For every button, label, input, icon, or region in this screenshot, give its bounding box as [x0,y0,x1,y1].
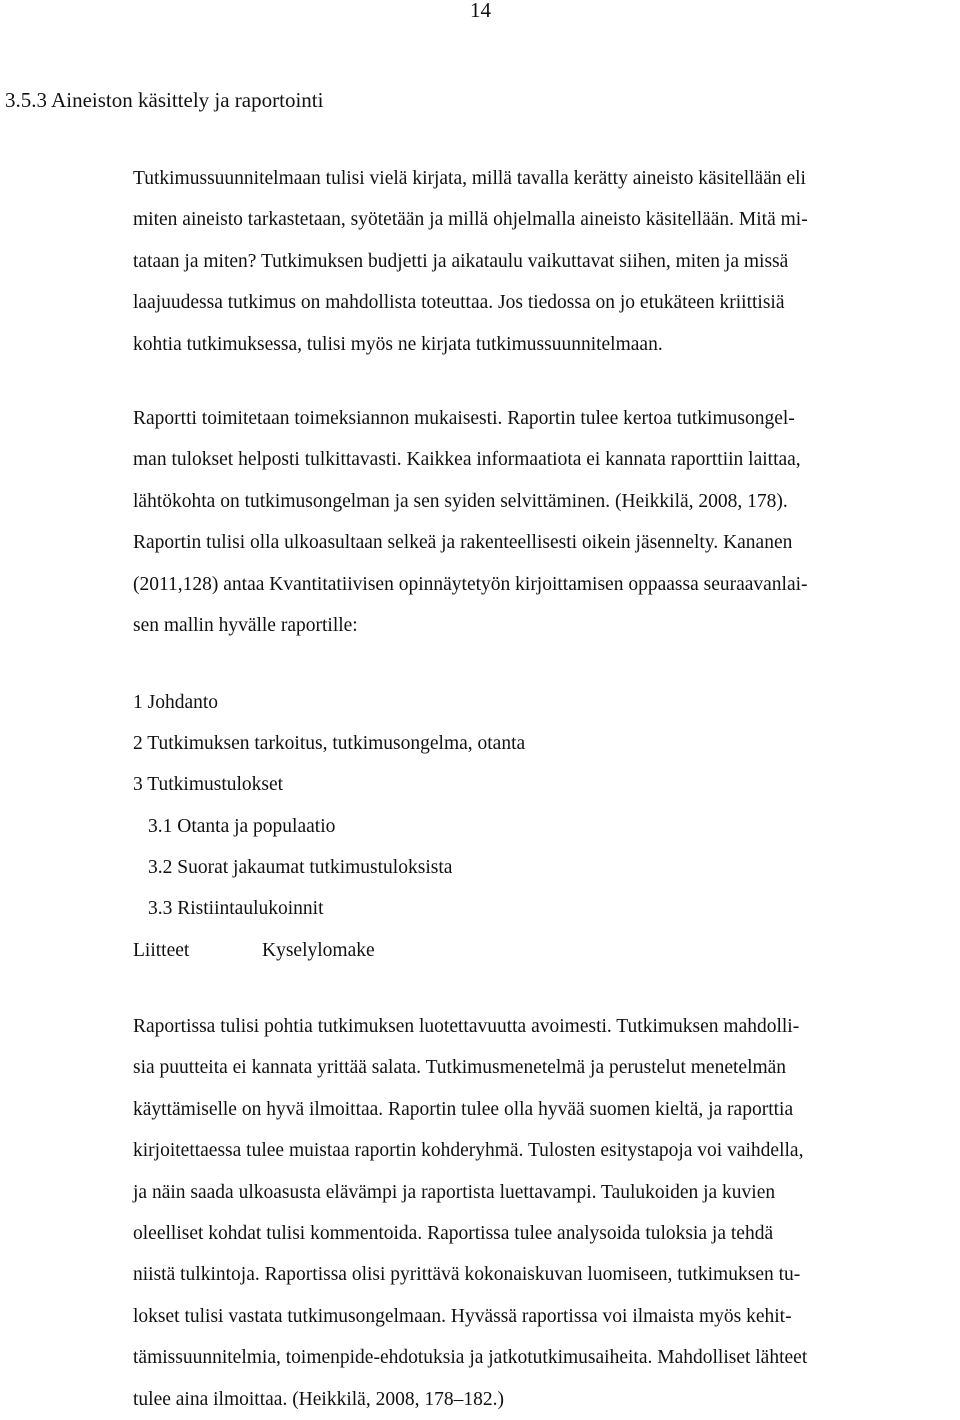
outline-subitem: 3.3 Ristiintaulukoinnit [148,898,324,919]
text-line: miten aineisto tarkastetaan, syötetään ja millä ohjelmalla aineisto käsitellään. Mitä mi- [133,209,808,231]
text-line: Tutkimussuunnitelmaan tulisi vielä kirjata, millä tavalla kerätty aineisto käsitellään eli [133,168,806,189]
text-line: tämissuunnitelmia, toimenpide-ehdotuksia ja jatkotutkimusaiheita. Mahdolliset lähteet [133,1347,808,1369]
text-line: ja näin saada ulkoasusta elävämpi ja raportista luettavampi. Taulukoiden ja kuvien [133,1181,776,1203]
text-line: niistä tulkintoja. Raportissa olisi pyrittävä kokonaiskuvan luomiseen, tutkimuksen tu- [133,1264,801,1286]
text-line: tataan ja miten? Tutkimuksen budjetti ja aikataulu vaikuttavat siihen, miten ja missä [133,250,789,272]
text-line: man tulokset helposti tulkittavasti. Kaikkea informaatiota ei kannata raporttiin laittaa, [133,449,801,471]
text-line: laajuudessa tutkimus on mahdollista toteuttaa. Jos tiedossa on jo etukäteen kriittisiä [133,292,785,314]
paragraph-report [133,398,955,646]
outline-subitem: 3.2 Suorat jakaumat tutkimustuloksista [148,857,453,878]
outline-item: 2 Tutkimuksen tarkoitus, tutkimusongelma, otanta [133,733,526,754]
appendix-value: Kyselylomake [262,940,375,961]
text-line: Raportissa tulisi pohtia tutkimuksen luotettavuutta avoimesti. Tutkimuksen mahdolli- [133,1016,800,1037]
text-line: kirjoitettaessa tulee muistaa raportin kohderyhmä. Tulosten esitystapoja voi vaihdella, [133,1140,804,1162]
paragraph-research-plan [133,158,955,365]
text-line: Raportti toimitetaan toimeksiannon mukaisesti. Raportin tulee kertoa tutkimusongel- [133,408,795,429]
text-line: lähtökohta on tutkimusongelman ja sen syiden selvittäminen. (Heikkilä, 2008, 178). [133,490,788,512]
appendix-label: Liitteet [133,940,190,961]
text-line: oleelliset kohdat tulisi kommentoida. Raportissa tulee analysoida tuloksia ja tehdä [133,1222,774,1244]
outline-item: 1 Johdanto [133,692,219,713]
outline-subitem: 3.1 Otanta ja populaatio [148,816,336,837]
outline-item: 3 Tutkimustulokset [133,774,284,795]
text-line: sen mallin hyvälle raportille: [133,614,358,636]
text-line: sia puutteita ei kannata yrittää salata. Tutkimusmenetelmä ja perustelut menetelmän [133,1057,787,1079]
paragraph-report-quality [133,1006,955,1420]
text-line: lokset tulisi vastata tutkimusongelmaan. Hyvässä raportissa voi ilmaista myös kehit- [133,1305,792,1327]
text-line: kohtia tutkimuksessa, tulisi myös ne kirjata tutkimussuunnitelmaan. [133,333,663,355]
text-line: käyttämiselle on hyvä ilmoittaa. Raportin tulee olla hyvää suomen kieltä, ja raporttia [133,1098,794,1120]
page-number: 14 [470,0,491,22]
text-line: Raportin tulisi olla ulkoasultaan selkeä ja rakenteellisesti oikein jäsennelty. Kananen [133,532,793,554]
text-line: tulee aina ilmoittaa. (Heikkilä, 2008, 178–182.) [133,1388,504,1410]
section-heading: 3.5.3 Aineiston käsittely ja raportointi [5,88,324,112]
text-line: (2011,128) antaa Kvantitatiivisen opinnäytetyön kirjoittamisen oppaassa seuraavanlai- [133,573,808,595]
